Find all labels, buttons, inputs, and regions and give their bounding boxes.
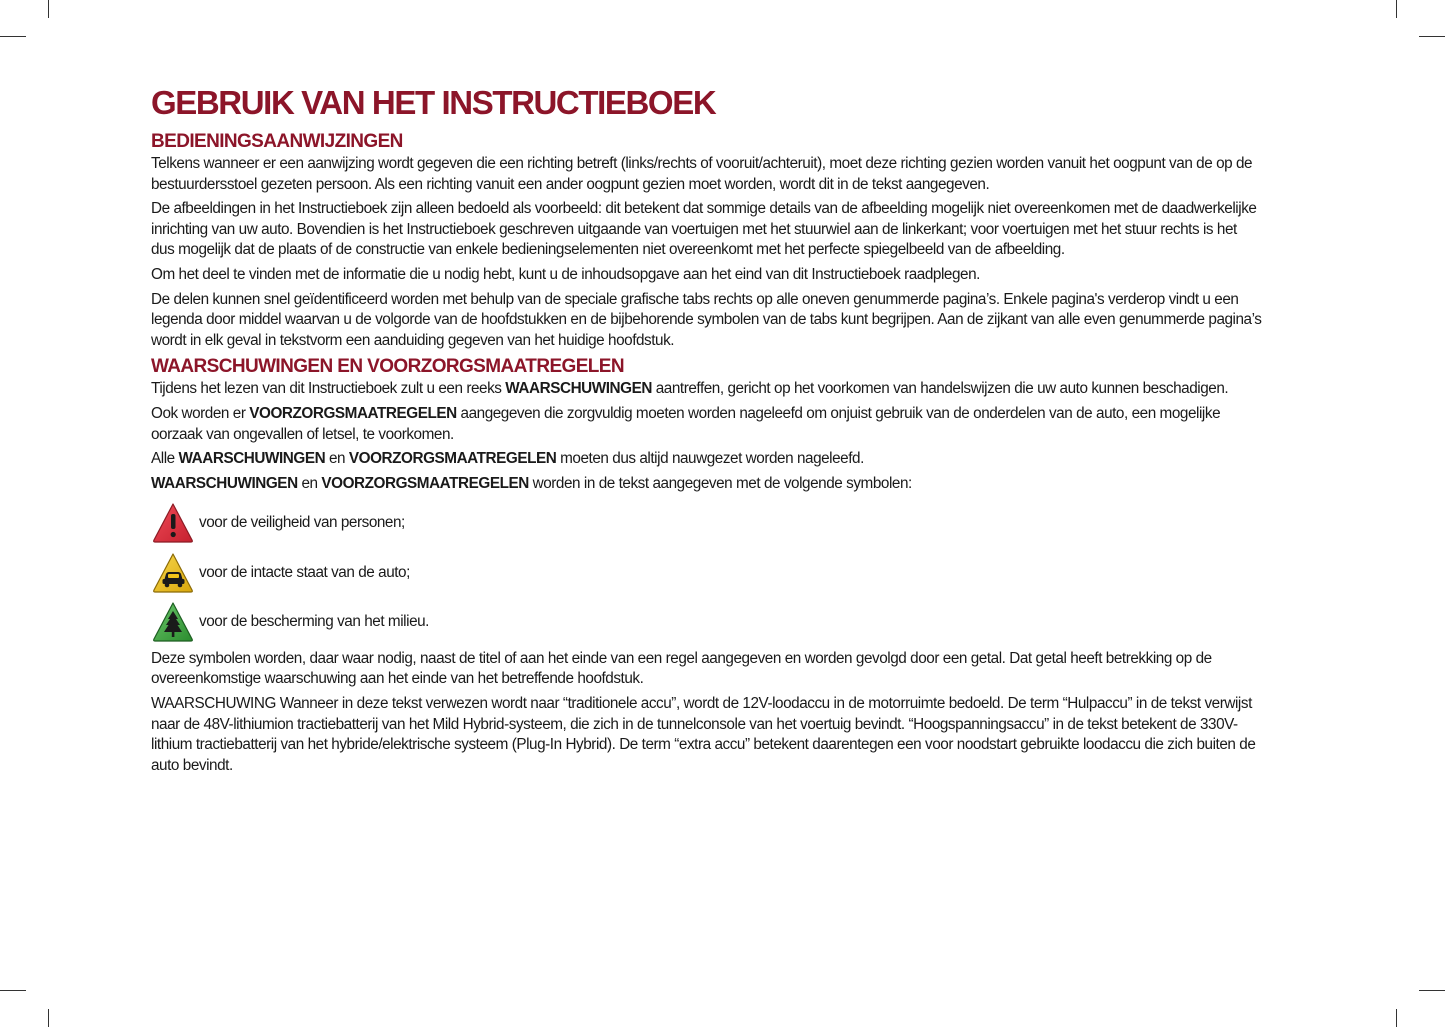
section-heading-waarschuwingen: WAARSCHUWINGEN EN VOORZORGSMAATREGELEN [151, 356, 624, 378]
paragraph: WAARSCHUWING Wanneer in deze tekst verwezen wordt naar “traditionele accu”, wordt de 12V-loodaccu in de motorruimte bedoeld. De term “Hulpaccu” in de tekst verwijst naar de 48V-lithiumion tractiebatterij van het Mild Hybrid-systeem, die zich in de tunnelconsole van het voertuig bevindt. “Hoogspanningsaccu” in de tekst betekent de 330V-lithium tractiebatterij van het hybride/elektrische systeem (Plug-In Hybrid). De term “extra accu” betekent daarentegen een voor noodstart gebruikte loodaccu die zich buiten de auto bevindt. [151, 695, 1256, 774]
paragraph: De afbeeldingen in het Instructieboek zijn alleen bedoeld als voorbeeld: dit betekent dat sommige details van de afbeelding mogelijk niet overeenkomen met de daadwerkelijke inrichting van uw auto. Bovendien is het Instructieboek geschreven uitgaande van voertuigen met het stuurwiel aan de linkerkant; voor voertuigen met het stuur rechts is het dus mogelijk dat de plaats of de constructie van enkele bedieningselementen niet overeenkomt met het perfecte spiegelbeeld van de afbeelding. [151, 200, 1257, 259]
crop-mark [1396, 0, 1397, 18]
crop-mark [0, 990, 26, 991]
paragraph: Ook worden er VOORZORGSMAATREGELEN aangegeven die zorgvuldig moeten worden nageleefd om onjuist gebruik van de onderdelen van de auto, een mogelijke oorzaak van ongevallen of letsel, te voorkomen. [151, 404, 1221, 443]
paragraph: Alle WAARSCHUWINGEN en VOORZORGSMAATREGELEN moeten dus altijd nauwgezet worden nageleefd. [151, 450, 864, 468]
paragraph: WAARSCHUWINGEN en VOORZORGSMAATREGELEN worden in de tekst aangegeven met de volgende symbolen: [151, 474, 912, 492]
crop-mark [1419, 36, 1445, 37]
crop-mark [48, 1009, 49, 1027]
crop-mark [0, 36, 26, 37]
page-title: GEBRUIK VAN HET INSTRUCTIEBOEK [151, 84, 716, 121]
symbol-row [151, 548, 1263, 598]
symbol-label: voor de bescherming van het milieu. [199, 613, 429, 631]
crop-mark [48, 0, 49, 18]
symbol-label: voor de intacte staat van de auto; [199, 563, 410, 581]
symbol-label: voor de veiligheid van personen; [199, 514, 405, 532]
paragraph: Om het deel te vinden met de informatie die u nodig hebt, kunt u de inhoudsopgave aan het eind van dit Instructieboek raadplegen. [151, 265, 980, 283]
tree-environment-icon [151, 600, 195, 644]
crop-mark [1396, 1009, 1397, 1027]
paragraph: Deze symbolen worden, daar waar nodig, naast de titel of aan het einde van een regel aangegeven en worden gevolgd door een getal. Dat getal heeft betrekking op de overeenkomstige waarschuwing aan het einde van het betreffende hoofdstuk. [151, 649, 1212, 688]
paragraph: Tijdens het lezen van dit Instructieboek zult u een reeks WAARSCHUWINGEN aantreffen, gericht op het voorkomen van handelswijzen die uw auto kunnen beschadigen. [151, 380, 1229, 398]
warning-person-icon [151, 501, 195, 545]
paragraph: De delen kunnen snel geïdentificeerd worden met behulp van de speciale grafische tabs rechts op alle oneven genummerde pagina’s. Enkele pagina's verderop vindt u een legenda door middel waarvan u de volgorde van de hoofdstukken en de bijbehorende symbolen van de tabs kunt begrijpen. Aan de zijkant van alle even genummerde pagina’s wordt in elk geval in tekstvorm een aanduiding gegeven van het huidige hoofdstuk. [151, 290, 1262, 349]
page-content [151, 84, 1263, 780]
section-heading-bedieningsaanwijzingen: BEDIENINGSAANWIJZINGEN [151, 131, 403, 152]
car-damage-icon [151, 551, 195, 595]
symbol-row [151, 597, 1263, 647]
paragraph: Telkens wanneer er een aanwijzing wordt gegeven die een richting betreft (links/rechts of vooruit/achteruit), moet deze richting gezien worden vanuit het oogpunt van de op de bestuurdersstoel gezeten persoon. Als een richting vanuit een ander oogpunt gezien moet worden, wordt dit in de tekst aangegeven. [151, 155, 1253, 193]
symbol-row [151, 498, 1263, 548]
crop-mark [1419, 990, 1445, 991]
